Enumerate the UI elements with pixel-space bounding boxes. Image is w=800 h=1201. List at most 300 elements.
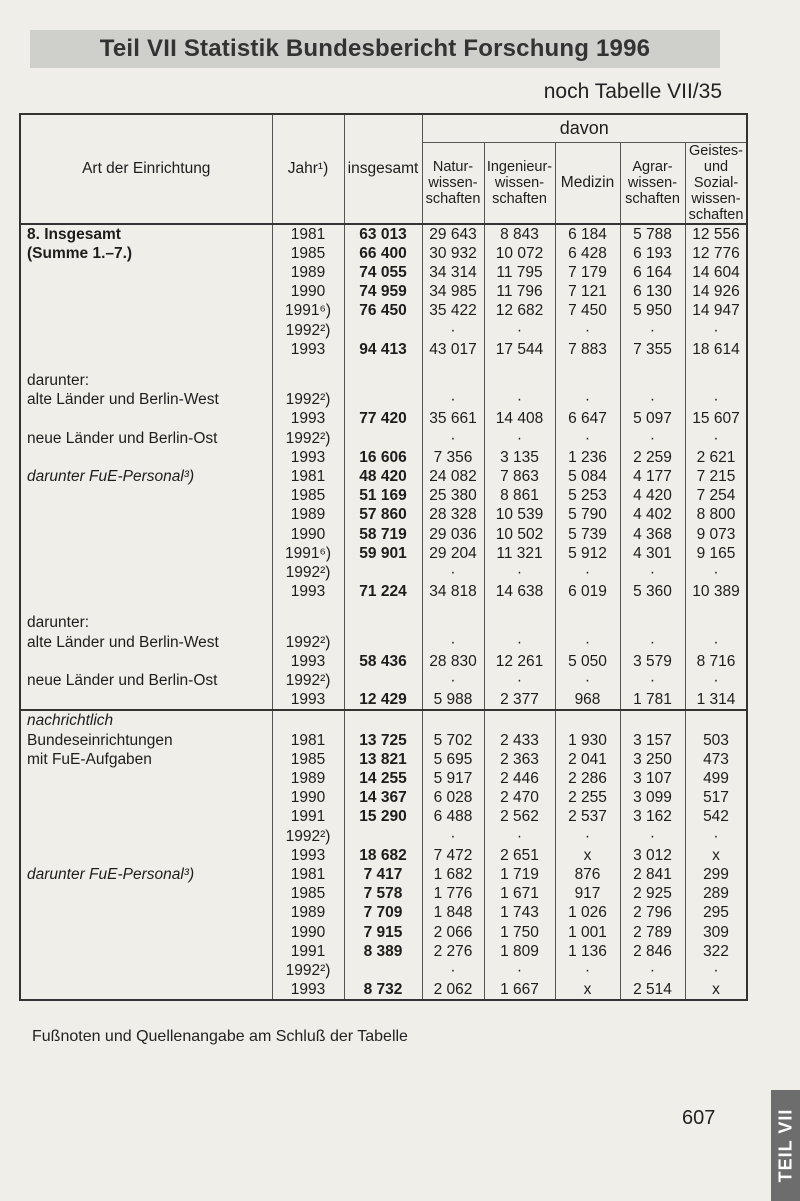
cell-value: 5 084 — [555, 467, 620, 486]
cell-value: · — [555, 563, 620, 582]
cell-value: 1 671 — [484, 884, 555, 903]
cell-value: 5 739 — [555, 525, 620, 544]
cell-insgesamt — [344, 633, 422, 652]
cell-insgesamt: 66 400 — [344, 244, 422, 263]
row-label: darunter FuE-Personal³) — [20, 865, 272, 884]
cell-value: 289 — [685, 884, 747, 903]
side-tab — [771, 1090, 800, 1201]
row-year: 1992²) — [272, 827, 344, 846]
cell-value: 4 301 — [620, 544, 685, 563]
cell-value — [484, 359, 555, 371]
cell-value: 2 789 — [620, 923, 685, 942]
cell-value: 9 073 — [685, 525, 747, 544]
cell-value: x — [685, 980, 747, 1000]
row-year: 1992²) — [272, 961, 344, 980]
cell-value: 295 — [685, 903, 747, 922]
row-label: mit FuE-Aufgaben — [20, 750, 272, 769]
cell-value: 17 544 — [484, 340, 555, 359]
cell-value: 5 253 — [555, 486, 620, 505]
table-row — [20, 409, 747, 428]
cell-value: 14 604 — [685, 263, 747, 282]
cell-value: 11 796 — [484, 282, 555, 301]
cell-value — [422, 710, 484, 730]
cell-value — [620, 710, 685, 730]
cell-insgesamt: 57 860 — [344, 505, 422, 524]
cell-value: 7 179 — [555, 263, 620, 282]
cell-insgesamt: 58 436 — [344, 652, 422, 671]
cell-value: 2 433 — [484, 731, 555, 750]
row-year: 1991⁶) — [272, 301, 344, 320]
cell-value: 7 450 — [555, 301, 620, 320]
table-row — [20, 371, 747, 390]
cell-value: 2 621 — [685, 448, 747, 467]
table-row — [20, 390, 747, 409]
cell-insgesamt: 7 709 — [344, 903, 422, 922]
row-year: 1992²) — [272, 563, 344, 582]
cell-value: 14 947 — [685, 301, 747, 320]
row-year: 1993 — [272, 409, 344, 428]
row-year: 1985 — [272, 884, 344, 903]
row-label: alte Länder und Berlin-West — [20, 633, 272, 652]
cell-value: 1 314 — [685, 690, 747, 710]
cell-value: · — [620, 429, 685, 448]
row-label: darunter: — [20, 371, 272, 390]
cell-value — [620, 613, 685, 632]
row-label — [20, 563, 272, 582]
row-label — [20, 359, 272, 371]
row-year: 1981 — [272, 224, 344, 244]
cell-value: 3 579 — [620, 652, 685, 671]
cell-value: 6 130 — [620, 282, 685, 301]
cell-value: 6 488 — [422, 807, 484, 826]
cell-value: 473 — [685, 750, 747, 769]
cell-value: 29 036 — [422, 525, 484, 544]
row-year — [272, 601, 344, 613]
cell-value — [422, 359, 484, 371]
cell-value: 6 184 — [555, 224, 620, 244]
cell-value — [685, 613, 747, 632]
cell-value — [484, 710, 555, 730]
table-row — [20, 429, 747, 448]
table-row — [20, 244, 747, 263]
cell-value: 8 843 — [484, 224, 555, 244]
cell-insgesamt — [344, 390, 422, 409]
cell-value: 35 422 — [422, 301, 484, 320]
cell-insgesamt — [344, 371, 422, 390]
cell-value: 2 446 — [484, 769, 555, 788]
table-row — [20, 690, 747, 710]
cell-value: 15 607 — [685, 409, 747, 428]
cell-value: 2 066 — [422, 923, 484, 942]
cell-value — [484, 371, 555, 390]
row-year: 1991 — [272, 807, 344, 826]
cell-value: 2 259 — [620, 448, 685, 467]
cell-value — [422, 371, 484, 390]
row-year — [272, 371, 344, 390]
cell-insgesamt: 8 389 — [344, 942, 422, 961]
table-row — [20, 467, 747, 486]
row-year: 1993 — [272, 448, 344, 467]
table-row — [20, 601, 747, 613]
row-label — [20, 448, 272, 467]
row-year: 1991⁶) — [272, 544, 344, 563]
cell-value: 24 082 — [422, 467, 484, 486]
cell-value: 2 062 — [422, 980, 484, 1000]
cell-value — [555, 710, 620, 730]
cell-value: 2 846 — [620, 942, 685, 961]
cell-insgesamt: 13 725 — [344, 731, 422, 750]
cell-value: · — [555, 429, 620, 448]
row-label: neue Länder und Berlin-Ost — [20, 429, 272, 448]
cell-value: 1 719 — [484, 865, 555, 884]
row-label — [20, 409, 272, 428]
table-row — [20, 769, 747, 788]
cell-value: 12 261 — [484, 652, 555, 671]
cell-value: · — [422, 671, 484, 690]
row-year: 1981 — [272, 467, 344, 486]
cell-value: 2 537 — [555, 807, 620, 826]
table-row — [20, 923, 747, 942]
cell-value: 517 — [685, 788, 747, 807]
table-row — [20, 486, 747, 505]
cell-value: 29 204 — [422, 544, 484, 563]
table-row — [20, 544, 747, 563]
cell-value: 10 389 — [685, 582, 747, 601]
cell-value: 10 072 — [484, 244, 555, 263]
cell-value: · — [422, 961, 484, 980]
cell-insgesamt: 74 055 — [344, 263, 422, 282]
row-label: (Summe 1.–7.) — [20, 244, 272, 263]
cell-insgesamt: 94 413 — [344, 340, 422, 359]
cell-value: 3 099 — [620, 788, 685, 807]
row-year: 1989 — [272, 769, 344, 788]
cell-insgesamt: 14 255 — [344, 769, 422, 788]
table-row — [20, 301, 747, 320]
table-row — [20, 525, 747, 544]
cell-value: 7 254 — [685, 486, 747, 505]
row-label — [20, 769, 272, 788]
table-row — [20, 582, 747, 601]
table-body — [20, 224, 747, 1001]
cell-value: · — [555, 961, 620, 980]
cell-insgesamt: 74 959 — [344, 282, 422, 301]
cell-value: 7 883 — [555, 340, 620, 359]
cell-value: 6 647 — [555, 409, 620, 428]
table-row — [20, 671, 747, 690]
cell-value: 2 255 — [555, 788, 620, 807]
cell-value: 4 402 — [620, 505, 685, 524]
cell-value — [685, 601, 747, 613]
cell-value: 1 001 — [555, 923, 620, 942]
row-label — [20, 903, 272, 922]
table-row — [20, 884, 747, 903]
table-row — [20, 224, 747, 244]
row-label — [20, 690, 272, 710]
cell-insgesamt — [344, 563, 422, 582]
cell-value: 4 420 — [620, 486, 685, 505]
cell-value: 28 830 — [422, 652, 484, 671]
row-label — [20, 340, 272, 359]
cell-value: · — [620, 671, 685, 690]
table-row — [20, 613, 747, 632]
cell-value: 1 743 — [484, 903, 555, 922]
table-row — [20, 942, 747, 961]
cell-value: 34 985 — [422, 282, 484, 301]
cell-insgesamt: 76 450 — [344, 301, 422, 320]
table-row — [20, 282, 747, 301]
cell-insgesamt: 48 420 — [344, 467, 422, 486]
row-label: neue Länder und Berlin-Ost — [20, 671, 272, 690]
cell-value: · — [484, 429, 555, 448]
row-label: darunter: — [20, 613, 272, 632]
cell-value: 4 177 — [620, 467, 685, 486]
row-label — [20, 263, 272, 282]
table-row — [20, 865, 747, 884]
cell-value: · — [484, 321, 555, 340]
cell-value: 6 028 — [422, 788, 484, 807]
row-label — [20, 961, 272, 980]
cell-value: · — [620, 827, 685, 846]
cell-value: · — [555, 633, 620, 652]
cell-value: 7 863 — [484, 467, 555, 486]
cell-value: 299 — [685, 865, 747, 884]
cell-value: 30 932 — [422, 244, 484, 263]
cell-value — [422, 601, 484, 613]
table-row — [20, 563, 747, 582]
cell-value: 3 157 — [620, 731, 685, 750]
col-header-medizin: Medizin — [555, 142, 620, 224]
cell-insgesamt — [344, 359, 422, 371]
row-year: 1990 — [272, 788, 344, 807]
row-year: 1985 — [272, 750, 344, 769]
page-number: 607 — [682, 1107, 716, 1129]
row-label — [20, 980, 272, 1000]
cell-value: 18 614 — [685, 340, 747, 359]
cell-value: 11 321 — [484, 544, 555, 563]
cell-insgesamt — [344, 710, 422, 730]
row-label — [20, 321, 272, 340]
cell-value — [685, 710, 747, 730]
cell-insgesamt — [344, 601, 422, 613]
cell-value — [484, 601, 555, 613]
row-year: 1993 — [272, 652, 344, 671]
table-row — [20, 788, 747, 807]
row-label: darunter FuE-Personal³) — [20, 467, 272, 486]
cell-value: 542 — [685, 807, 747, 826]
cell-value: · — [422, 429, 484, 448]
cell-insgesamt: 18 682 — [344, 846, 422, 865]
cell-value: x — [555, 980, 620, 1000]
table-row — [20, 321, 747, 340]
cell-value: 8 861 — [484, 486, 555, 505]
side-tab-label: TEIL VII — [775, 1108, 795, 1183]
cell-value: · — [422, 321, 484, 340]
cell-value: 3 135 — [484, 448, 555, 467]
cell-value: 1 750 — [484, 923, 555, 942]
cell-value: 2 514 — [620, 980, 685, 1000]
cell-value — [555, 613, 620, 632]
cell-insgesamt: 8 732 — [344, 980, 422, 1000]
cell-value: 309 — [685, 923, 747, 942]
table-row — [20, 731, 747, 750]
row-label — [20, 827, 272, 846]
cell-value: 5 950 — [620, 301, 685, 320]
cell-value: 1 930 — [555, 731, 620, 750]
cell-value: 876 — [555, 865, 620, 884]
cell-value: 12 776 — [685, 244, 747, 263]
table-row — [20, 961, 747, 980]
cell-value — [620, 359, 685, 371]
cell-value: · — [484, 827, 555, 846]
cell-value: 2 286 — [555, 769, 620, 788]
cell-value: 8 716 — [685, 652, 747, 671]
row-label — [20, 505, 272, 524]
cell-value: · — [685, 321, 747, 340]
cell-value: 6 164 — [620, 263, 685, 282]
row-label — [20, 942, 272, 961]
cell-value: · — [685, 671, 747, 690]
cell-value: 9 165 — [685, 544, 747, 563]
cell-value: 43 017 — [422, 340, 484, 359]
row-year: 1981 — [272, 865, 344, 884]
row-label — [20, 582, 272, 601]
cell-value: 5 360 — [620, 582, 685, 601]
cell-value — [685, 359, 747, 371]
cell-value: 1 809 — [484, 942, 555, 961]
row-year: 1990 — [272, 525, 344, 544]
table-row — [20, 807, 747, 826]
cell-value: 35 661 — [422, 409, 484, 428]
col-header-natur: Natur- wissen- schaften — [422, 142, 484, 224]
cell-value: 2 363 — [484, 750, 555, 769]
col-header-art: Art der Einrichtung — [20, 114, 272, 224]
row-label — [20, 301, 272, 320]
cell-value: · — [685, 563, 747, 582]
cell-value — [620, 371, 685, 390]
cell-value: x — [555, 846, 620, 865]
cell-value: 1 781 — [620, 690, 685, 710]
cell-value: 5 912 — [555, 544, 620, 563]
table-row — [20, 827, 747, 846]
cell-value: 7 472 — [422, 846, 484, 865]
row-year — [272, 613, 344, 632]
row-label: alte Länder und Berlin-West — [20, 390, 272, 409]
cell-value: · — [685, 961, 747, 980]
cell-value: 1 136 — [555, 942, 620, 961]
cell-value: 2 562 — [484, 807, 555, 826]
table-row — [20, 263, 747, 282]
table-row — [20, 340, 747, 359]
table-row — [20, 903, 747, 922]
cell-value: · — [685, 827, 747, 846]
cell-value: 917 — [555, 884, 620, 903]
cell-value — [422, 613, 484, 632]
cell-insgesamt — [344, 827, 422, 846]
cell-value: 1 682 — [422, 865, 484, 884]
row-year — [272, 710, 344, 730]
cell-value: 5 097 — [620, 409, 685, 428]
cell-value: 12 682 — [484, 301, 555, 320]
cell-value: 2 841 — [620, 865, 685, 884]
cell-value: 3 012 — [620, 846, 685, 865]
cell-insgesamt — [344, 961, 422, 980]
cell-value: · — [484, 961, 555, 980]
cell-value — [484, 613, 555, 632]
row-label — [20, 544, 272, 563]
cell-insgesamt: 15 290 — [344, 807, 422, 826]
row-year: 1993 — [272, 980, 344, 1000]
cell-value: 2 470 — [484, 788, 555, 807]
cell-value: 968 — [555, 690, 620, 710]
table-continuation-label: noch Tabelle VII/35 — [543, 80, 722, 103]
col-header-davon: davon — [422, 114, 747, 142]
table-row — [20, 505, 747, 524]
cell-value — [555, 601, 620, 613]
row-year: 1992²) — [272, 671, 344, 690]
cell-value: 14 408 — [484, 409, 555, 428]
row-label — [20, 923, 272, 942]
cell-value: 34 314 — [422, 263, 484, 282]
cell-value: 10 502 — [484, 525, 555, 544]
cell-value: 2 276 — [422, 942, 484, 961]
row-label — [20, 884, 272, 903]
cell-value: 6 193 — [620, 244, 685, 263]
cell-value: · — [685, 390, 747, 409]
cell-insgesamt — [344, 429, 422, 448]
cell-value: · — [620, 563, 685, 582]
cell-insgesamt: 77 420 — [344, 409, 422, 428]
cell-value: 4 368 — [620, 525, 685, 544]
cell-value: 3 250 — [620, 750, 685, 769]
cell-value: 2 925 — [620, 884, 685, 903]
cell-value: 3 162 — [620, 807, 685, 826]
cell-value: 14 638 — [484, 582, 555, 601]
cell-value: 7 121 — [555, 282, 620, 301]
row-year: 1990 — [272, 923, 344, 942]
cell-value: · — [620, 961, 685, 980]
cell-value: 12 556 — [685, 224, 747, 244]
cell-insgesamt: 7 417 — [344, 865, 422, 884]
row-label — [20, 788, 272, 807]
cell-value — [555, 359, 620, 371]
table-row — [20, 633, 747, 652]
row-year — [272, 359, 344, 371]
row-year: 1993 — [272, 582, 344, 601]
cell-value: 10 539 — [484, 505, 555, 524]
table-row — [20, 710, 747, 730]
row-year: 1985 — [272, 244, 344, 263]
table-row — [20, 448, 747, 467]
cell-insgesamt: 58 719 — [344, 525, 422, 544]
cell-value: · — [555, 671, 620, 690]
cell-value: 2 796 — [620, 903, 685, 922]
cell-value: · — [685, 429, 747, 448]
cell-insgesamt: 7 578 — [344, 884, 422, 903]
cell-value: 5 050 — [555, 652, 620, 671]
cell-value: 28 328 — [422, 505, 484, 524]
cell-value: · — [422, 563, 484, 582]
cell-value: 14 926 — [685, 282, 747, 301]
cell-value: 6 019 — [555, 582, 620, 601]
cell-value: · — [555, 321, 620, 340]
cell-insgesamt: 59 901 — [344, 544, 422, 563]
row-label: 8. Insgesamt — [20, 224, 272, 244]
cell-value: · — [484, 390, 555, 409]
cell-value: 1 776 — [422, 884, 484, 903]
row-year: 1990 — [272, 282, 344, 301]
cell-insgesamt: 71 224 — [344, 582, 422, 601]
row-year: 1993 — [272, 340, 344, 359]
